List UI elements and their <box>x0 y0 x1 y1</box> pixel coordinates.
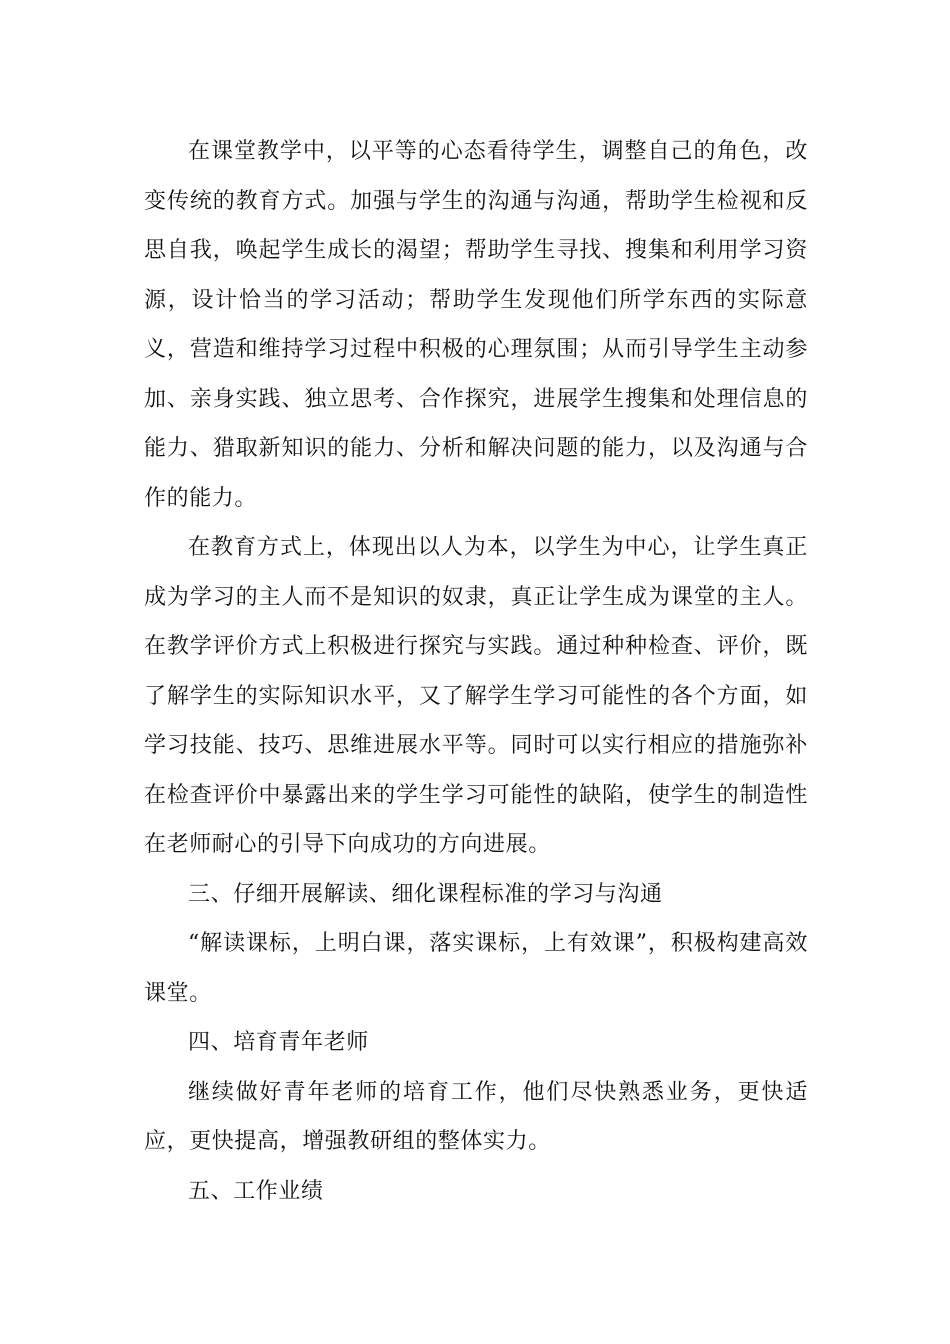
paragraph-young-teachers: 继续做好青年老师的培育工作，他们尽快熟悉业务，更快适应，更快提高，增强教研组的整体实力。 <box>144 1079 808 1154</box>
section-heading-4: 四、培育青年老师 <box>188 1030 369 1055</box>
paragraph-classroom-teaching: 在课堂教学中，以平等的心态看待学生，调整自己的角色，改变传统的教育方式。加强与学生的沟通与沟通，帮助学生检视和反思自我，唤起学生成长的渴望；帮助学生寻找、搜集和利用学习资源，设计恰当的学习活动；帮助学生发现他们所学东西的实际意义，营造和维持学习过程中积极的心理氛围；从而引导学生主动参加、亲身实践、独立思考、合作探究，进展学生搜集和处理信息的能力、猎取新知识的能力、分析和解决问题的能力，以及沟通与合作的能力。 <box>144 139 808 511</box>
document-body <box>144 127 808 1216</box>
paragraph-curriculum-standards: “解读课标，上明白课，落实课标，上有效课”，积极构建高效课堂。 <box>144 931 808 1006</box>
section-heading-5: 五、工作业绩 <box>188 1178 324 1204</box>
paragraph-teaching-method: 在教育方式上，体现出以人为本，以学生为中心，让学生真正成为学习的主人而不是知识的奴隶，真正让学生成为课堂的主人。在教学评价方式上积极进行探究与实践。通过种种检查、评价，既了解学生的实际知识水平，又了解学生学习可能性的各个方面，如学习技能、技巧、思维进展水平等。同时可以实行相应的措施弥补在检查评价中暴露出来的学生学习可能性的缺陷，使学生的制造性在老师耐心的引导下向成功的方向进展。 <box>144 535 808 857</box>
section-heading-3: 三、仔细开展解读、细化课程标准的学习与沟通 <box>188 881 663 907</box>
